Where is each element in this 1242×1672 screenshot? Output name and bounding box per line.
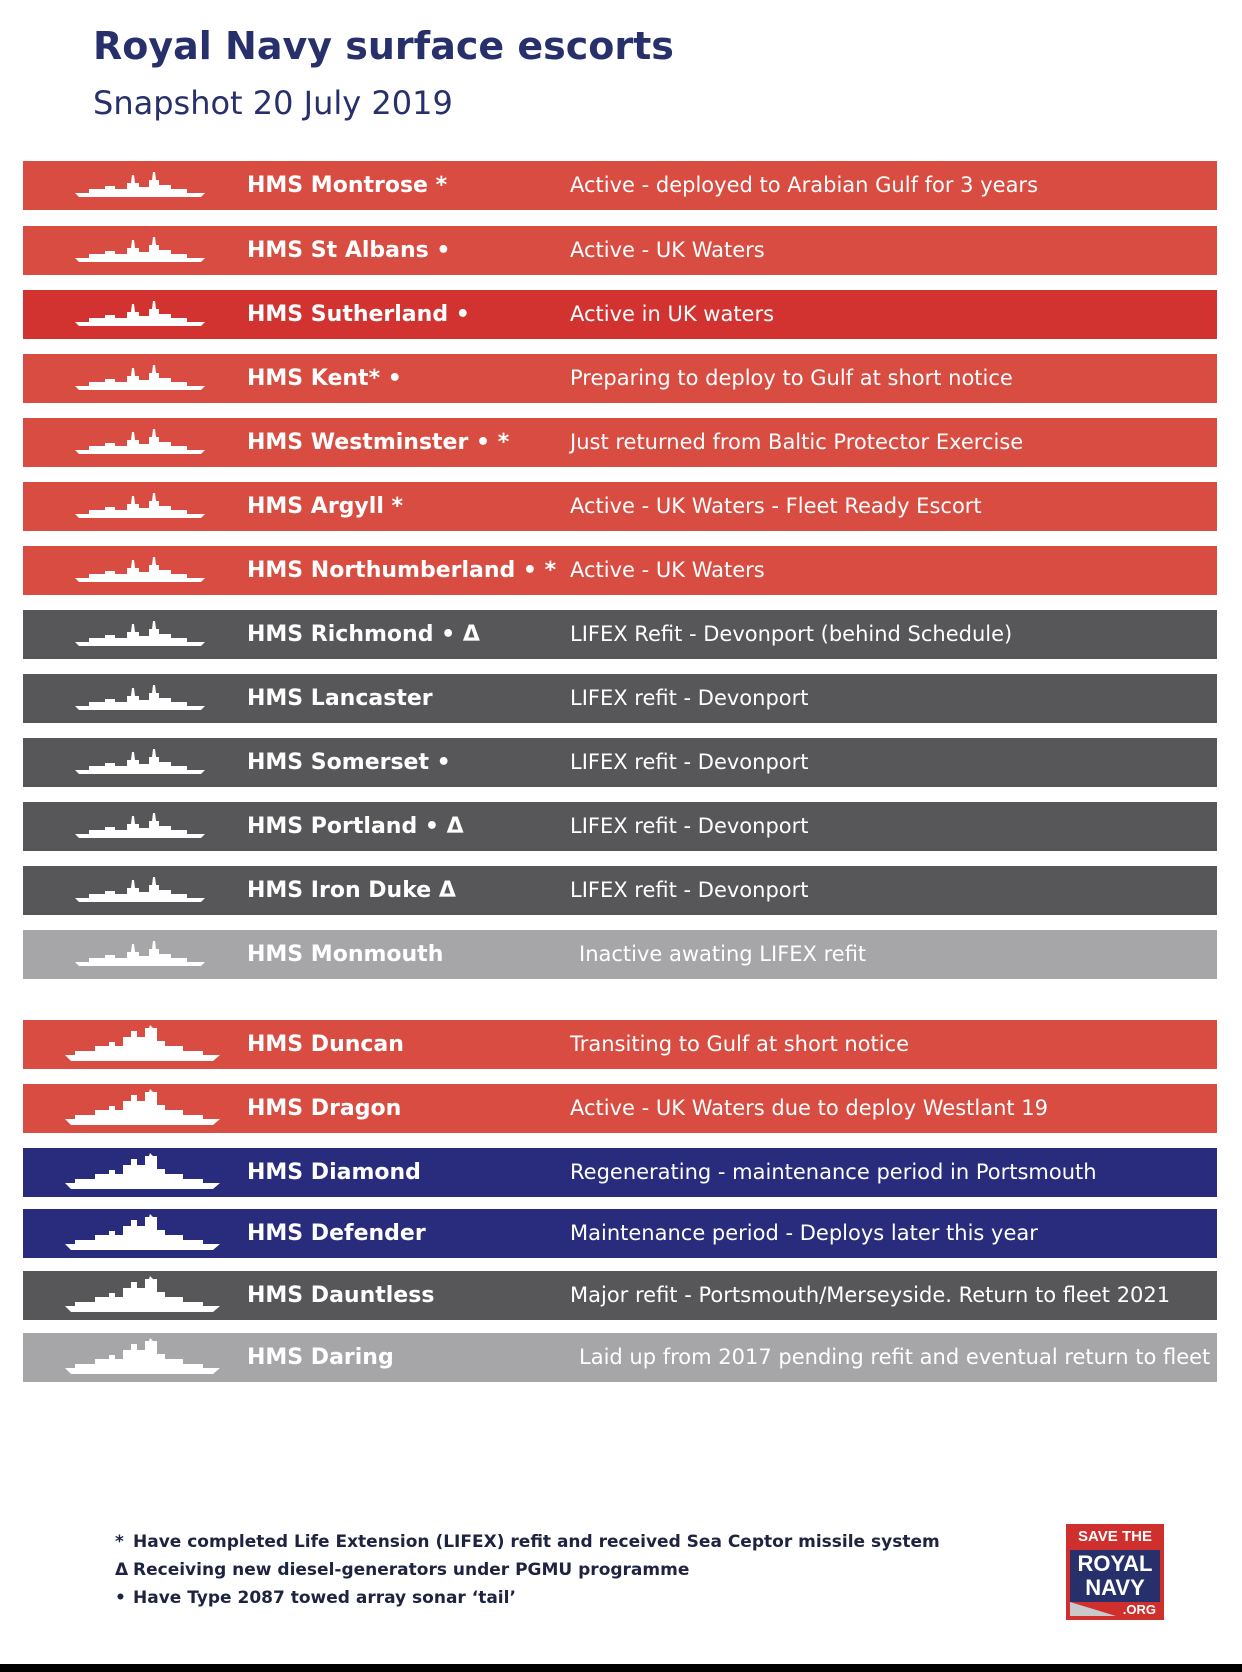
ship-name: HMS Northumberland • *	[247, 558, 557, 583]
ship-name: HMS Lancaster	[247, 686, 433, 711]
ship-row	[23, 1271, 1217, 1320]
ship-name: HMS St Albans •	[247, 238, 451, 263]
ship-name: HMS Richmond • Δ	[247, 622, 480, 647]
ship-name: HMS Diamond	[247, 1160, 421, 1185]
ship-status: Just returned from Baltic Protector Exercise	[570, 430, 1024, 454]
logo-line-royal: ROYAL	[1077, 1551, 1153, 1576]
destroyer-silhouette-icon	[65, 1089, 220, 1127]
ship-name: HMS Iron Duke Δ	[247, 878, 456, 903]
ship-name: HMS Kent* •	[247, 366, 402, 391]
frigate-silhouette-icon	[75, 300, 205, 328]
ship-status: LIFEX refit - Devonport	[570, 750, 809, 774]
frigate-silhouette-icon	[75, 876, 205, 904]
frigate-silhouette-icon	[75, 684, 205, 712]
ship-row	[23, 1084, 1217, 1133]
footnote-text: Have Type 2087 towed array sonar ‘tail’	[133, 1588, 516, 1608]
bottom-border	[0, 1664, 1242, 1672]
ship-status: Active - UK Waters due to deploy Westlant 19	[570, 1096, 1049, 1120]
ship-name: HMS Somerset •	[247, 750, 451, 775]
logo-line-navy: NAVY	[1085, 1575, 1145, 1600]
frigate-silhouette-icon	[75, 428, 205, 456]
ship-name: HMS Monmouth	[247, 942, 444, 967]
ship-status: LIFEX refit - Devonport	[570, 686, 809, 710]
footnote-pgmu	[115, 1556, 940, 1584]
ship-status: LIFEX refit - Devonport	[570, 878, 809, 902]
save-the-royal-navy-logo	[1066, 1524, 1164, 1620]
frigate-silhouette-icon	[75, 748, 205, 776]
frigate-silhouette-icon	[75, 940, 205, 968]
ship-row	[23, 610, 1217, 659]
ship-row	[23, 482, 1217, 531]
ship-status: Active - UK Waters	[570, 238, 765, 262]
ship-status: Major refit - Portsmouth/Merseyside. Return to fleet 2021	[570, 1283, 1171, 1307]
ship-name: HMS Defender	[247, 1221, 426, 1246]
footnote-text: Receiving new diesel-generators under PGMU programme	[133, 1560, 690, 1580]
ship-row	[23, 418, 1217, 467]
footnote-symbol: Δ	[115, 1560, 129, 1580]
ship-row	[23, 1020, 1217, 1069]
page-title: Royal Navy surface escorts	[93, 24, 674, 68]
ship-status: Active - UK Waters - Fleet Ready Escort	[570, 494, 982, 518]
frigate-silhouette-icon	[75, 171, 205, 199]
ship-row	[23, 802, 1217, 851]
ship-row	[23, 546, 1217, 595]
frigate-silhouette-icon	[75, 236, 205, 264]
ship-row	[23, 290, 1217, 339]
ship-name: HMS Duncan	[247, 1032, 404, 1057]
ship-name: HMS Dauntless	[247, 1283, 435, 1308]
destroyer-silhouette-icon	[65, 1153, 220, 1191]
ship-row	[23, 674, 1217, 723]
ship-row	[23, 866, 1217, 915]
ship-status: Maintenance period - Deploys later this year	[570, 1221, 1038, 1245]
ship-status: Transiting to Gulf at short notice	[570, 1032, 910, 1056]
ship-name: HMS Argyll *	[247, 494, 404, 519]
ship-row	[23, 1333, 1217, 1382]
ship-name: HMS Portland • Δ	[247, 814, 464, 839]
footnote-symbol: •	[115, 1588, 126, 1608]
ship-row	[23, 1209, 1217, 1258]
ship-row	[23, 226, 1217, 275]
page-subtitle: Snapshot 20 July 2019	[93, 84, 453, 122]
destroyer-silhouette-icon	[65, 1276, 220, 1314]
footnotes	[115, 1528, 940, 1612]
ship-name: HMS Montrose *	[247, 173, 448, 198]
frigate-silhouette-icon	[75, 620, 205, 648]
destroyer-silhouette-icon	[65, 1338, 220, 1376]
frigate-silhouette-icon	[75, 556, 205, 584]
ship-status: LIFEX Refit - Devonport (behind Schedule)	[570, 622, 1013, 646]
ship-status: Inactive awating LIFEX refit	[579, 942, 867, 966]
ship-name: HMS Sutherland •	[247, 302, 470, 327]
ship-row	[23, 738, 1217, 787]
destroyer-silhouette-icon	[65, 1025, 220, 1063]
ship-status: Laid up from 2017 pending refit and eventual return to fleet	[579, 1345, 1211, 1369]
ship-status: Regenerating - maintenance period in Portsmouth	[570, 1160, 1097, 1184]
footnote-text: Have completed Life Extension (LIFEX) refit and received Sea Ceptor missile system	[133, 1532, 940, 1552]
destroyer-silhouette-icon	[65, 1214, 220, 1252]
ship-row	[23, 354, 1217, 403]
ship-row	[23, 1148, 1217, 1197]
ship-status: LIFEX refit - Devonport	[570, 814, 809, 838]
logo-line-org: .ORG	[1122, 1602, 1156, 1617]
ship-row	[23, 161, 1217, 210]
ship-name: HMS Dragon	[247, 1096, 402, 1121]
frigate-silhouette-icon	[75, 812, 205, 840]
logo-band	[1070, 1550, 1160, 1602]
ship-name: HMS Daring	[247, 1345, 394, 1370]
frigate-silhouette-icon	[75, 364, 205, 392]
logo-wedge	[1070, 1602, 1116, 1616]
ship-name: HMS Westminster • *	[247, 430, 510, 455]
footnote-lifex	[115, 1528, 940, 1556]
ship-row	[23, 930, 1217, 979]
footnote-sonar	[115, 1584, 940, 1612]
ship-status: Preparing to deploy to Gulf at short notice	[570, 366, 1013, 390]
ship-status: Active in UK waters	[570, 302, 775, 326]
logo-line-save-the: SAVE THE	[1078, 1528, 1152, 1545]
ship-status: Active - deployed to Arabian Gulf for 3 years	[570, 173, 1039, 197]
footnote-symbol: *	[115, 1532, 124, 1552]
frigate-silhouette-icon	[75, 492, 205, 520]
ship-status: Active - UK Waters	[570, 558, 765, 582]
